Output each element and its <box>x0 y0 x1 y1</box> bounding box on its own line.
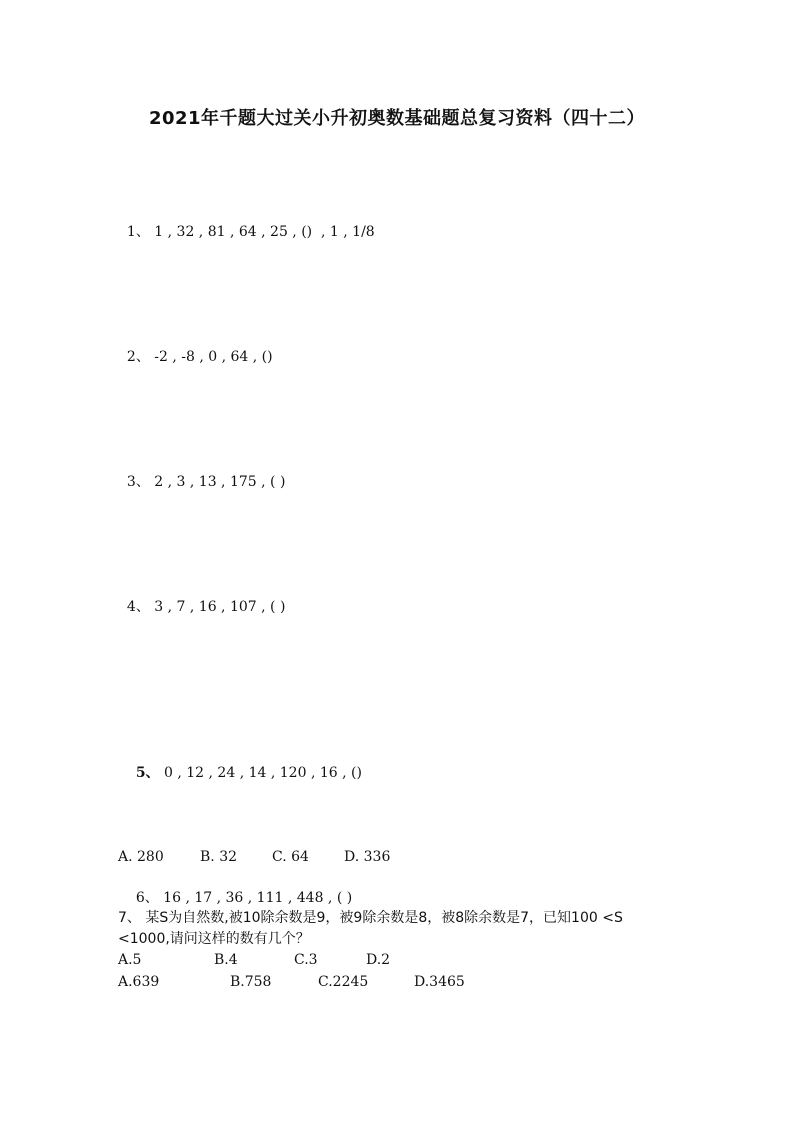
page-title: 2021年千题大过关小升初奥数基础题总复习资料（四十二） <box>148 108 646 129</box>
option-d: D.3465 <box>414 974 465 990</box>
question-1 <box>118 201 375 243</box>
question-7 <box>118 908 678 971</box>
option-c: C. 64 <box>272 849 309 865</box>
option-a: A. 280 <box>118 849 164 865</box>
question-text: 2 , 3 , 13 , 175 , ( ) <box>149 474 286 490</box>
question-text: 某S为自然数,被10除余数是9，被9除余数是8，被8除余数是7，已知100 <S <1000,请问这样的数有几个？ <box>118 910 623 947</box>
question-number: 7、 <box>118 910 141 926</box>
question-number: 1、 <box>126 224 150 240</box>
option-d: D.2 <box>366 952 391 968</box>
answer-options <box>118 972 465 993</box>
option-b: B. 32 <box>200 849 238 865</box>
option-b: B.758 <box>230 974 272 990</box>
question-number: 3、 <box>126 474 150 490</box>
question-3 <box>118 451 285 493</box>
option-a: A.639 <box>118 974 160 990</box>
question-number: 5、 <box>135 765 160 781</box>
question-text: 1 , 32 , 81 , 64 , 25 , () , 1 , 1/8 <box>149 224 375 240</box>
question-number: 6、 <box>135 890 159 906</box>
question-4 <box>118 576 285 618</box>
question-text: -2 , -8 , 0 , 64 , () <box>149 349 273 365</box>
question-number: 2、 <box>126 349 150 365</box>
option-c: C.3 <box>294 952 318 968</box>
option-a: A.5 <box>118 952 142 968</box>
question-text: 3 , 7 , 16 , 107 , ( ) <box>149 599 286 615</box>
answer-options <box>118 950 678 971</box>
option-c: C.2245 <box>318 974 369 990</box>
question-text: 16 , 17 , 36 , 111 , 448 , ( ) <box>158 890 353 906</box>
option-d: D. 336 <box>344 849 391 865</box>
question-2 <box>118 326 273 368</box>
question-number: 4、 <box>126 599 150 615</box>
question-text: 0 , 12 , 24 , 14 , 120 , 16 , () <box>159 765 362 781</box>
option-b: B.4 <box>214 952 238 968</box>
